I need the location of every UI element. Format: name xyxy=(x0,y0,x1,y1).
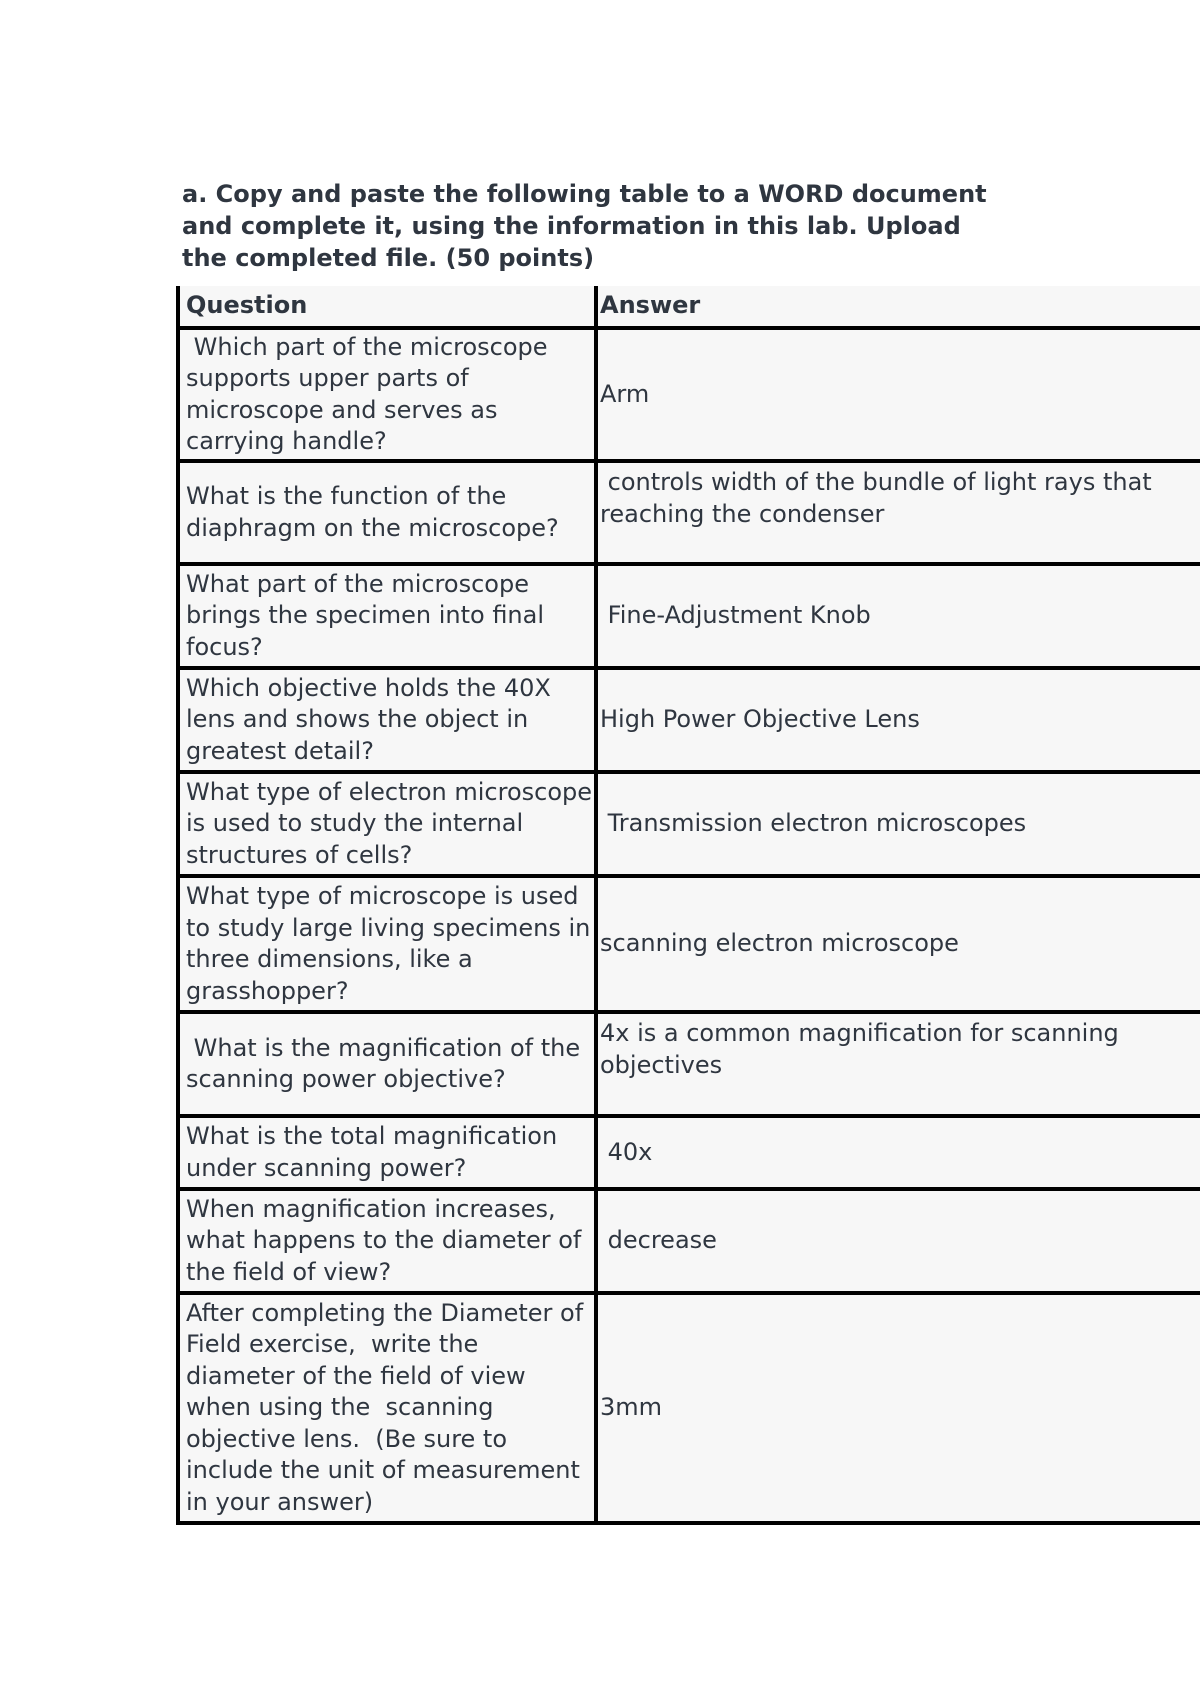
question-cell: What type of electron microscope is used to study the internal structures of cells? xyxy=(178,772,596,876)
heading-line-3: the completed file. (50 points) xyxy=(182,244,595,272)
table-row xyxy=(178,564,1200,668)
answer-cell: Transmission electron microscopes xyxy=(596,772,1200,876)
table-row xyxy=(178,1012,1200,1116)
question-cell: After completing the Diameter of Field exercise, write the diameter of the field of view when using the scanning objective lens. (Be sure to include the unit of measurement in your answer) xyxy=(178,1293,596,1523)
question-cell: What is the magnification of the scanning power objective? xyxy=(178,1012,596,1116)
question-cell: What is the function of the diaphragm on the microscope? xyxy=(178,461,596,564)
table-row xyxy=(178,668,1200,772)
answer-cell: Arm xyxy=(596,328,1200,461)
question-cell: Which part of the microscope supports upper parts of microscope and serves as carrying handle? xyxy=(178,328,596,461)
instructions-heading xyxy=(182,178,1082,274)
table-row xyxy=(178,1189,1200,1293)
table-header-row xyxy=(178,286,1200,328)
heading-line-2: and complete it, using the information in this lab. Upload xyxy=(182,212,961,240)
answer-cell: 40x xyxy=(596,1116,1200,1189)
question-answer-table xyxy=(176,286,1200,1525)
question-cell: Which objective holds the 40X lens and shows the object in greatest detail? xyxy=(178,668,596,772)
answer-cell: Fine-Adjustment Knob xyxy=(596,564,1200,668)
table-row xyxy=(178,328,1200,461)
answer-column-header: Answer xyxy=(596,286,1200,328)
table-row xyxy=(178,876,1200,1012)
answer-cell: decrease xyxy=(596,1189,1200,1293)
table-row xyxy=(178,1293,1200,1523)
answer-cell: 4x is a common magnification for scanning objectives xyxy=(596,1012,1200,1116)
heading-line-1: a. Copy and paste the following table to a WORD document xyxy=(182,180,987,208)
question-cell: What part of the microscope brings the specimen into final focus? xyxy=(178,564,596,668)
answer-cell: High Power Objective Lens xyxy=(596,668,1200,772)
answer-cell: 3mm xyxy=(596,1293,1200,1523)
question-cell: What type of microscope is used to study large living specimens in three dimensions, like a grasshopper? xyxy=(178,876,596,1012)
table-row xyxy=(178,772,1200,876)
table-row xyxy=(178,1116,1200,1189)
answer-cell: scanning electron microscope xyxy=(596,876,1200,1012)
table-row xyxy=(178,461,1200,564)
answer-cell: controls width of the bundle of light rays that reaching the condenser xyxy=(596,461,1200,564)
question-column-header: Question xyxy=(178,286,596,328)
question-cell: What is the total magnification under scanning power? xyxy=(178,1116,596,1189)
question-cell: When magnification increases, what happens to the diameter of the field of view? xyxy=(178,1189,596,1293)
